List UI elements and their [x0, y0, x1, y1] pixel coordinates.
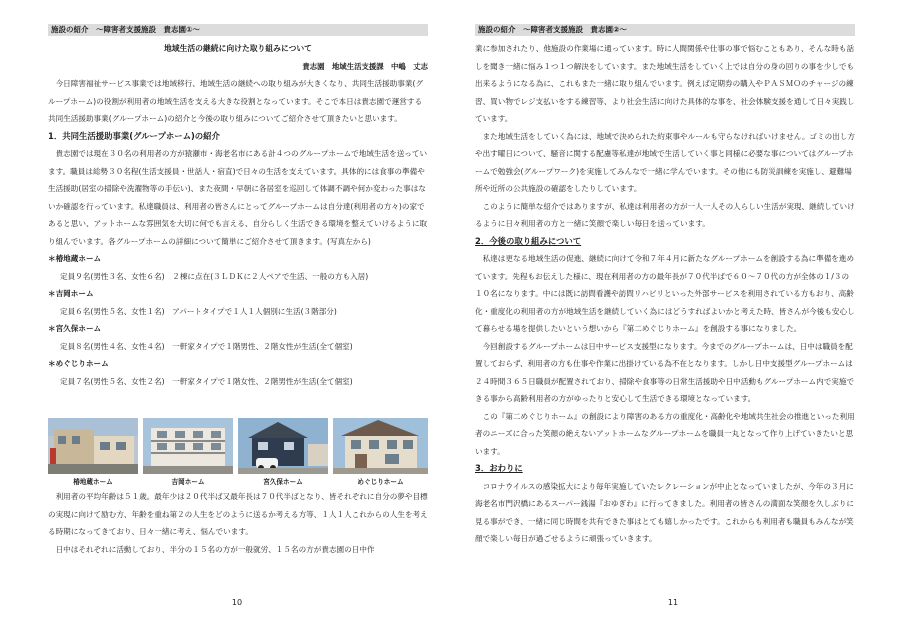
article-title: 地域生活の継続に向けた取り組みについて [164, 44, 312, 53]
home-desc-yoshioka: 定員６名(男性５名、女性１名) アパートタイプで１人１人個別に生活(３階部分) [60, 306, 337, 316]
right-text-column [475, 40, 855, 548]
right-header-band: 施設の紹介 ～障害者支援施設 貴志園②～ [475, 24, 855, 36]
article-author: 貴志園 地域生活支援課 中嶋 丈志 [302, 61, 428, 71]
home-name-megujiri: ＊めぐじりホーム [48, 359, 109, 368]
intro-paragraph: 今日障害福祉サービス事業では地域移行、地域生活の継続への取り組みが大きくなり、共同生活援助事業(グループホーム)の役割が利用者の地域生活を支える大きな役割となっています。そこで本日は貴志園で運営する共同生活援助事業(グループホーム)の紹介と今後の取り組みについてご紹介させて頂きたいと思います。 [48, 79, 424, 123]
home-name-miyakubo: ＊宮久保ホーム [48, 324, 102, 333]
rules-paragraph: また地域生活をしていく為には、地域で決められた約束事やルールも守らなければいけません。ゴミの出し方や出す曜日について、騒音に関する配慮等私達が地域で生活していく事と同様に必要な事についてはグループホームで勉強会(グループワーク)を実施してみんなで一緒に学んでいます。その他にも防災訓練を実施し、避難場所や近所の公共施設の確認をしたりしています。 [475, 131, 855, 193]
caption-megujiri: めぐじりホーム [357, 478, 404, 486]
section2-paragraph-1: 私達は更なる地域生活の促進、継続に向けて令和７年４月に新たなグループホームを創設する為に準備を進めています。先程もお伝えした様に、現在利用者の方の最年長が７０代半ばで６０～７０代の方が全体の１/３の１０名になります。中には既に訪問看護や訪問リハビリといった外部サービスを利用されている方もおり、高齢化・重度化の利用者の方が地域生活を継続していく為にはどうすればよいかと考えた時、皆さんが今後も安心して暮らせる場を提供したいという想いから『第二めぐじりホーム』を創設する事になりました。 [475, 254, 855, 333]
photo-megujiri-home [333, 418, 428, 474]
page-number-right: 11 [667, 598, 679, 607]
left-header-band: 施設の紹介 ～障害者支援施設 貴志園①～ [48, 24, 428, 36]
home-name-yoshioka: ＊吉岡ホーム [48, 289, 94, 298]
section1-heading: 1．共同生活援助事業(グループホーム)の紹介 [48, 130, 220, 141]
continued-paragraph: 業に参加されたり、他施設の作業場に通っています。時に人間関係や仕事の事で悩むこともあり、そんな時も話しを聞き一緒に悩み１つ１つ解決をしています。また地域生活をしていく上では自分の身の回りの事を少しでも出来るようになる為に、これもまた一緒に取り組んでいます。例えば定期券の購入やＰＡＳＭＯのチャージの練習、買い物でレジ支払いをする練習等、より社会生活に向けた具体的な事を、社会体験支援を通して日々実践しています。 [475, 44, 855, 123]
group-home-photos [48, 418, 428, 488]
page-number-left: 10 [231, 598, 243, 607]
section3-heading: 3．おわりに [475, 463, 523, 473]
caption-miyakubo: 宮久保ホーム [263, 478, 303, 486]
home-desc-megujiri: 定員７名(男性５名、女性２名) 一軒家タイプで１階女性、２階男性が生活(全て個室) [60, 376, 353, 386]
after-photos-paragraph-1: 利用者の平均年齢は５１歳。最年少は２０代半ば又最年長は７０代半ばとなり、皆それぞれに自分の夢や目標の実現に向けて励む方、年齢を重ね第２の人生をどのように送るか考える方等、１人１人これからの人生を考える時期になってきており、日々一緒に考え、悩んでいます。 [48, 492, 428, 536]
caption-yoshioka: 吉岡ホーム [171, 478, 205, 486]
photo-tsubaki-home [48, 418, 138, 474]
left-text-column-bottom [48, 488, 428, 558]
left-text-column [48, 40, 428, 390]
home-desc-miyakubo: 定員８名(男性４名、女性４名) 一軒家タイプで１階男性、２階女性が生活(全て個室) [60, 341, 353, 351]
home-desc-tsubaki: 定員９名(男性３名、女性６名) ２棟に点在(３ＬＤＫに２人ペアで生活、一般の方も入居) [60, 271, 369, 281]
home-name-tsubaki: ＊椿地蔵ホーム [48, 254, 102, 263]
section3-paragraph: コロナウイルスの感染拡大により毎年実施していたレクレーションが中止となっていましたが、今年の３月に海老名市門沢橋にあるスーパー銭湯『おゆぎわ』に行ってきました。利用者の皆さんの満面な笑顔を久しぶりに見る事ができ、一緒に同じ時間を共有できた事はとても嬉しかったです。これからも利用者も職員もみんなが笑顔で楽しい毎日が過ごせるように頑張っていきます。 [475, 481, 854, 543]
section2-paragraph-2: 今回創設するグループホームは日中サービス支援型になります。今までのグループホームは、日中は職員を配置しておらず、利用者の方も仕事や作業に出掛けている為不在となります。しかし日中支援型グループホームは２４時間３６５日職員が配置されており、掃除や食事等の日常生活援助や日中活動もグループホーム内で実施できる事から高齢利用者の方がゆったりと安心して生活できる環境となっています。 [475, 341, 855, 403]
section2-paragraph-3: この『第二めぐじりホーム』の創設により障害のある方の重度化・高齢化や地域共生社会の推進といった利用者のニーズに合った笑顔の絶えないアットホームなグループホームを職員一丸となって作り上げていきたいと思います。 [475, 411, 855, 456]
after-photos-paragraph-2: 日中はそれぞれに活動しており、半分の１５名の方が一般就労、１５名の方が貴志園の日中作 [55, 544, 375, 554]
summary-paragraph: このように簡単な紹介ではありますが、私達は利用者の方が一人一人その人らしい生活が実現、継続していけるように日々利用者の方と一緒に笑顔で楽しい毎日を送っています。 [475, 201, 855, 228]
section1-body: 貴志園では現在３０名の利用者の方が猿瀬市・海老名市にある計４つのグループホームで地域生活を送っています。職員は総勢３０名程(生活支援員・世話人・宿直)で日々の生活を支えています。具体的には食事の準備や生活援助(居室の掃除や洗濯物等の手伝い)、また夜間・早朝に各居室を巡回して体調不調や何か変わった事はないか確認を行っています。私達職員は、利用者の皆さんにとってグループホームは自分達(利用者の方々)の家であると思い、アットホームな雰囲気を大切に何でも言える、自分らしく生活できる環境を整えていけるように取り組んでいます。各グループホームの詳細について簡単にご紹介させて頂きます。(写真左から) [48, 149, 428, 246]
right-page [455, 0, 910, 644]
photo-miyakubo-home [238, 418, 328, 474]
caption-tsubaki: 椿地蔵ホーム [73, 478, 113, 486]
section2-heading: 2．今後の取り組みについて [475, 235, 582, 246]
photo-yoshioka-home [143, 418, 233, 474]
